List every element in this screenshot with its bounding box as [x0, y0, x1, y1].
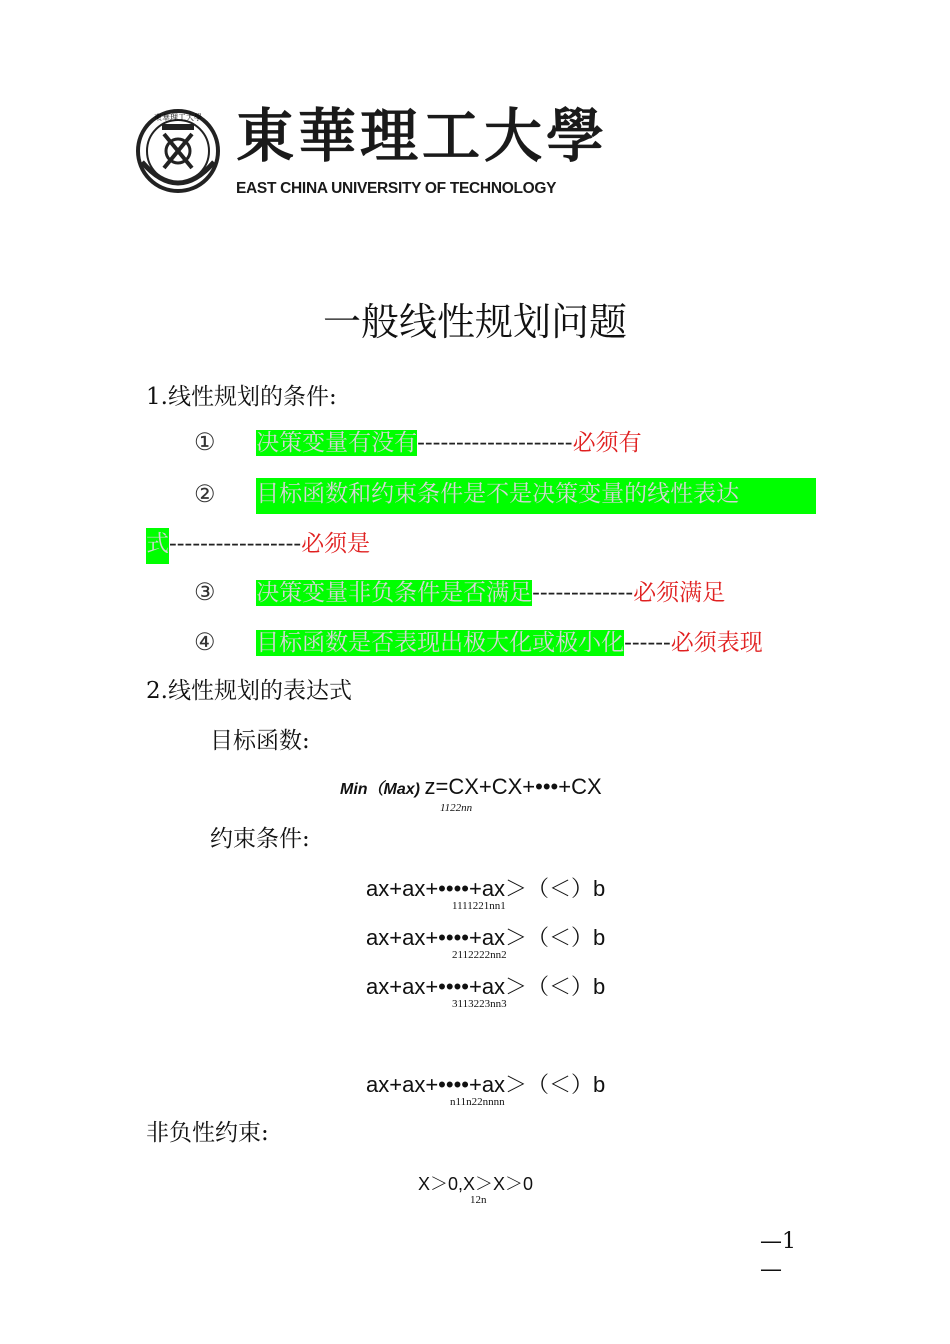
condition-result: 必须满足 [633, 580, 726, 606]
condition-item-3 [194, 576, 725, 609]
constraint-subscripts: 1111221nn1 [452, 900, 506, 912]
objective-subscripts: 1122nn [440, 802, 473, 814]
dash-leader: ----------------- [169, 531, 302, 557]
condition-result: 必须有 [572, 430, 642, 456]
objective-formula [340, 774, 602, 800]
document-title: 一般线性规划问题 [322, 300, 627, 344]
dash-leader: ------------- [532, 580, 634, 606]
condition-text-cont: 式 [146, 528, 169, 564]
page-number [760, 1228, 796, 1284]
university-name-cn: 東華理工大學 [236, 102, 609, 170]
condition-item-4 [194, 626, 763, 659]
condition-item-2 [194, 478, 816, 514]
nonneg-formula: X＞0,X＞X＞0 [418, 1174, 534, 1194]
item-number: ③ [194, 578, 216, 606]
constraints-label: 约束条件: [210, 826, 310, 852]
condition-item-2-cont [146, 528, 370, 564]
dash-leader: ------ [624, 630, 671, 656]
university-name-en: EAST CHINA UNIVERSITY OF TECHNOLOGY [236, 180, 557, 197]
page-number-line1: —1 [760, 1229, 796, 1254]
constraint-subscripts: n11n22nnnn [450, 1096, 505, 1108]
constraint-formula: ax+ax+••••+ax＞（＜）b [366, 974, 606, 999]
nonneg-subscripts: 12n [470, 1194, 487, 1206]
objective-lhs: Min（Max) [340, 781, 421, 798]
objective-expr: z=CX+CX+•••+CX [424, 774, 602, 799]
condition-text: 目标函数和约束条件是不是决策变量的线性表达 [256, 478, 816, 514]
condition-result: 必须是 [301, 531, 371, 557]
item-number: ④ [194, 628, 216, 656]
condition-result: 必须表现 [670, 630, 763, 656]
constraint-formula: ax+ax+••••+ax＞（＜）b [366, 876, 606, 901]
dash-leader: -------------------- [417, 430, 573, 456]
section2-heading: 2.线性规划的表达式 [146, 678, 352, 704]
section1-heading: 1.线性规划的条件: [146, 384, 337, 410]
constraint-subscripts: 2112222nn2 [452, 949, 507, 961]
condition-item-1 [194, 426, 642, 459]
constraint-subscripts: 3113223nn3 [452, 998, 507, 1010]
item-number: ① [194, 428, 216, 456]
constraint-formula: ax+ax+••••+ax＞（＜）b [366, 1072, 606, 1097]
condition-text: 决策变量非负条件是否满足 [256, 580, 533, 606]
objective-label: 目标函数: [210, 728, 310, 754]
nonneg-label: 非负性约束: [146, 1120, 269, 1146]
constraint-formula: ax+ax+••••+ax＞（＜）b [366, 925, 606, 950]
condition-text: 决策变量有没有 [256, 430, 418, 456]
university-seal-icon [138, 111, 218, 191]
condition-text: 目标函数是否表现出极大化或极小化 [256, 630, 625, 656]
item-number: ② [194, 480, 216, 508]
seal-text: 東華理工大學 [154, 113, 202, 122]
page-number-line2: — [760, 1257, 782, 1282]
